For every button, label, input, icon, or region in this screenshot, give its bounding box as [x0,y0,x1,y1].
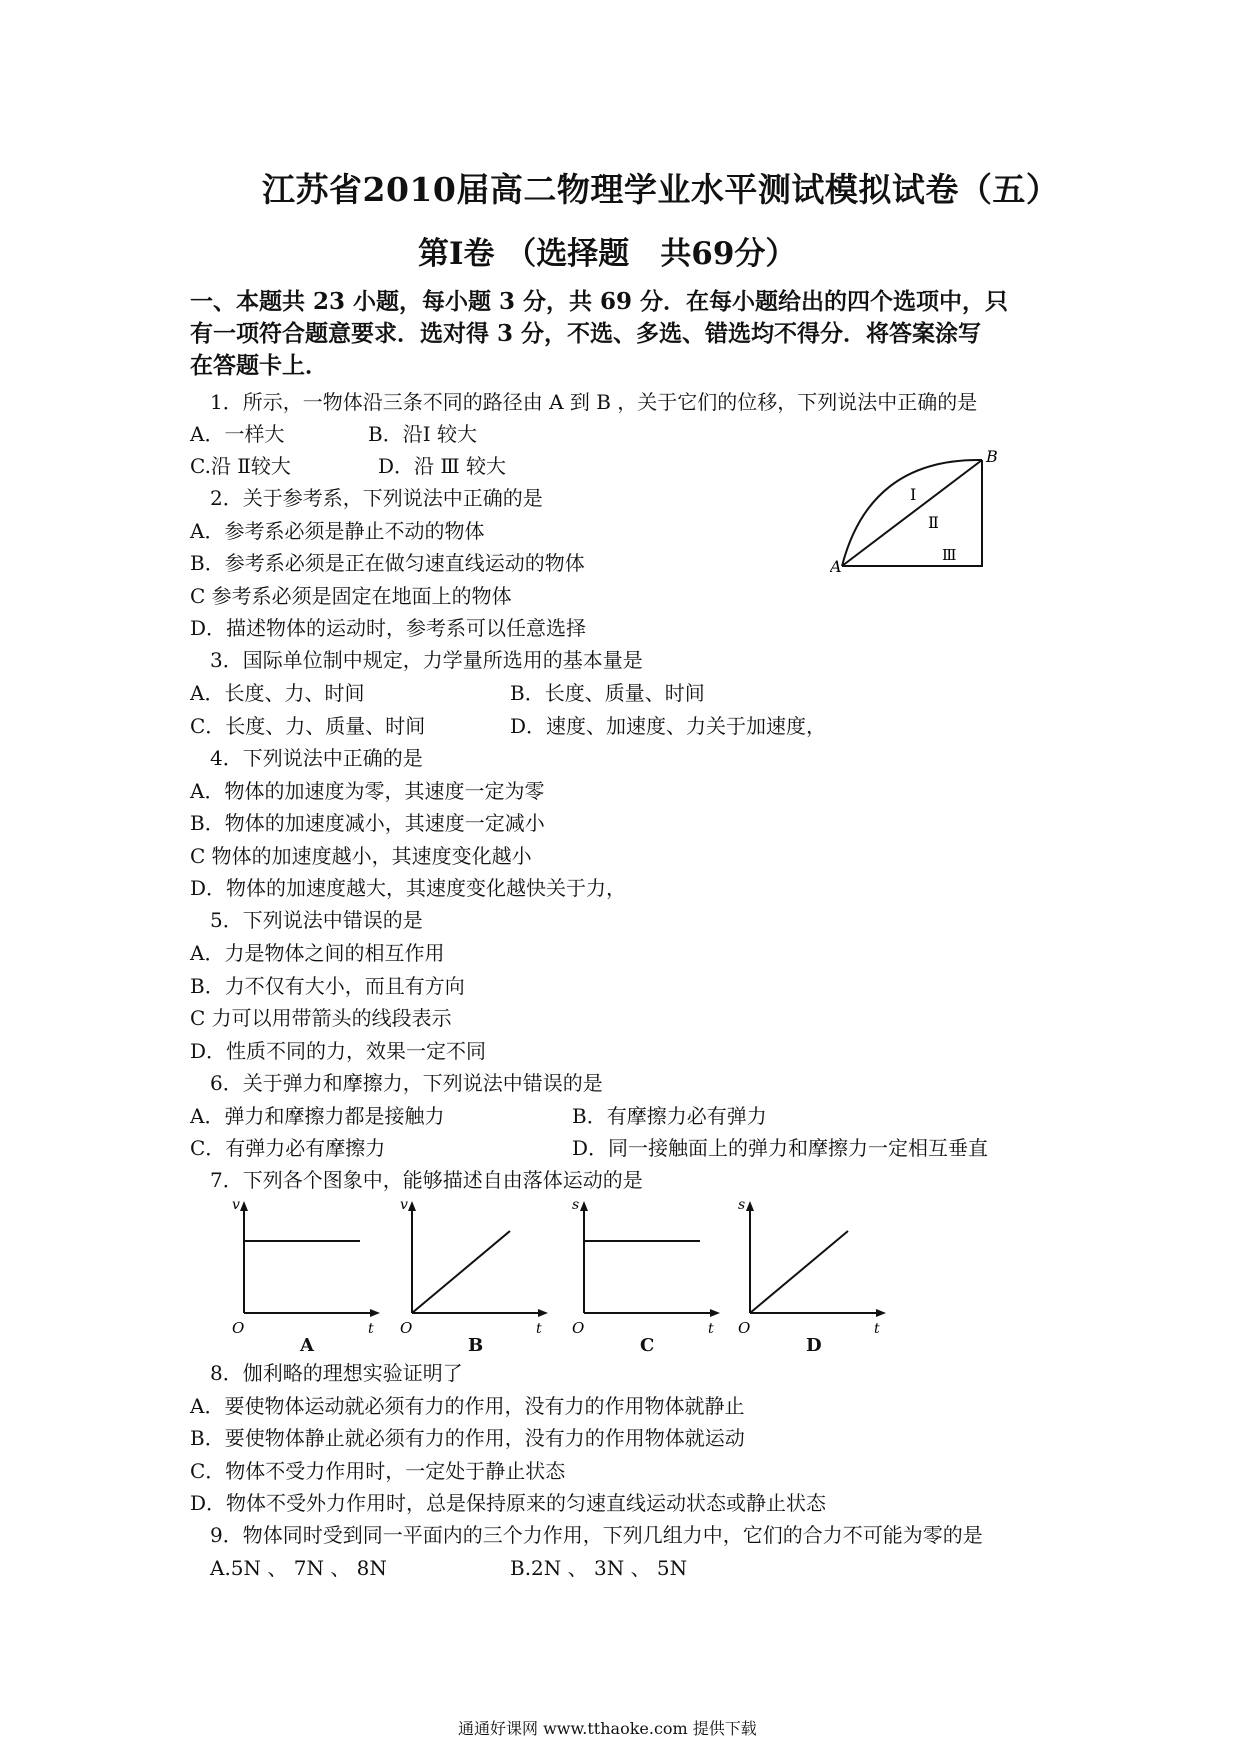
y-axis-label: v [232,1197,240,1213]
y-axis-label: s [572,1197,580,1213]
origin-label: O [572,1319,585,1335]
x-axis-label: t [708,1321,714,1335]
q1-option-c: C.沿 Ⅱ较大 [190,454,291,478]
q4-option-b: B．物体的加速度减小，其速度一定减小 [190,811,545,835]
q8-option-d: D．物体不受外力作用时，总是保持原来的匀速直线运动状态或静止状态 [190,1491,827,1515]
graph-b [400,1195,550,1335]
q1-option-b: B．沿Ⅰ 较大 [368,422,477,446]
q6-option-a: A．弹力和摩擦力都是接触力 [190,1104,445,1128]
x-axis-arrow [710,1309,720,1317]
origin-label: O [738,1319,751,1335]
point-b-label: B [986,448,998,466]
question-4: 4．下列说法中正确的是 [210,746,423,770]
graph-caption: D [806,1335,822,1356]
y-axis-arrow [408,1201,416,1211]
x-axis-label: t [368,1321,374,1335]
instructions-line-3: 在答题卡上． [190,352,328,379]
x-axis-label: t [536,1321,542,1335]
q5-option-b: B．力不仅有大小，而且有方向 [190,974,465,998]
x-axis-arrow [538,1309,548,1317]
y-axis-arrow [746,1201,754,1211]
q8-option-c: C．物体不受力作用时，一定处于静止状态 [190,1459,566,1483]
question-6: 6．关于弹力和摩擦力，下列说法中错误的是 [210,1071,603,1095]
origin-label: O [232,1319,245,1335]
y-axis-arrow [240,1201,248,1211]
path-i-label: Ⅰ [910,485,917,504]
q8-option-b: B．要使物体静止就必须有力的作用，没有力的作用物体就运动 [190,1426,745,1450]
section-title: 第Ⅰ卷 （选择题 共69分） [418,236,797,272]
x-axis-arrow [370,1309,380,1317]
page-title: 江苏省2010届高二物理学业水平测试模拟试卷（五） [262,170,1060,209]
q3-option-d: D．速度、加速度、力关于加速度， [510,714,827,738]
path-II-line [842,460,982,566]
point-a-label: A [830,557,842,576]
q3-option-a: A．长度、力、时间 [190,681,365,705]
q6-option-d: D．同一接触面上的弹力和摩擦力一定相互垂直 [572,1136,989,1160]
path-diagram [830,448,1010,578]
graph-caption: B [468,1335,484,1356]
instructions-line-2: 有一项符合题意要求．选对得 3 分，不选、多选、错选均不得分．将答案涂写 [190,320,982,347]
path-ii-label: Ⅱ [928,513,939,532]
origin-label: O [400,1319,413,1335]
q5-option-d: D．性质不同的力，效果一定不同 [190,1039,487,1063]
question-5: 5．下列说法中错误的是 [210,908,423,932]
question-7: 7．下列各个图象中，能够描述自由落体运动的是 [210,1168,643,1192]
x-axis-arrow [876,1309,886,1317]
path-iii-label: Ⅲ [942,546,957,564]
q6-option-c: C．有弹力必有摩擦力 [190,1136,386,1160]
graph-caption: A [300,1335,314,1356]
q2-option-c: C 参考系必须是固定在地面上的物体 [190,584,512,608]
graph-c [572,1195,722,1335]
question-1: 1．所示，一物体沿三条不同的路径由 A 到 B ，关于它们的位移，下列说法中正确的是 [210,390,978,414]
q1-option-a: A．一样大 [190,422,285,446]
q9-option-b: B.2N 、 3N 、 5N [510,1556,688,1580]
question-2: 2．关于参考系，下列说法中正确的是 [210,486,543,510]
y-axis-arrow [580,1201,588,1211]
y-axis-label: s [738,1197,746,1213]
q3-option-b: B．长度、质量、时间 [510,681,705,705]
question-8: 8．伽利略的理想实验证明了 [210,1361,463,1385]
question-9: 9．物体同时受到同一平面内的三个力作用，下列几组力中，它们的合力不可能为零的是 [210,1523,983,1547]
q9-option-a: A.5N 、 7N 、 8N [210,1556,387,1580]
question-3: 3．国际单位制中规定，力学量所选用的基本量是 [210,648,643,672]
q2-option-b: B．参考系必须是正在做匀速直线运动的物体 [190,551,585,575]
q5-option-c: C 力可以用带箭头的线段表示 [190,1006,452,1030]
graph-a [232,1195,382,1335]
graph-line [412,1231,510,1313]
q3-option-c: C．长度、力、质量、时间 [190,714,426,738]
q1-option-d: D．沿 Ⅲ 较大 [378,454,507,478]
graph-caption: C [640,1335,655,1356]
q5-option-a: A．力是物体之间的相互作用 [190,941,445,965]
y-axis-label: v [400,1197,408,1213]
graph-line [750,1231,848,1313]
q2-option-a: A．参考系必须是静止不动的物体 [190,519,485,543]
q2-option-d: D．描述物体的运动时，参考系可以任意选择 [190,616,587,640]
q8-option-a: A．要使物体运动就必须有力的作用，没有力的作用物体就静止 [190,1394,745,1418]
q4-option-d: D．物体的加速度越大，其速度变化越快关于力， [190,876,627,900]
x-axis-label: t [874,1321,880,1335]
graph-d [738,1195,888,1335]
footer-text: 通通好课网 www.tthaoke.com 提供下载 [458,1719,757,1738]
instructions-line-1: 一、本题共 23 小题，每小题 3 分，共 69 分．在每小题给出的四个选项中，只 [190,288,1009,315]
q4-option-a: A．物体的加速度为零，其速度一定为零 [190,779,545,803]
q4-option-c: C 物体的加速度越小，其速度变化越小 [190,844,532,868]
q6-option-b: B．有摩擦力必有弹力 [572,1104,767,1128]
